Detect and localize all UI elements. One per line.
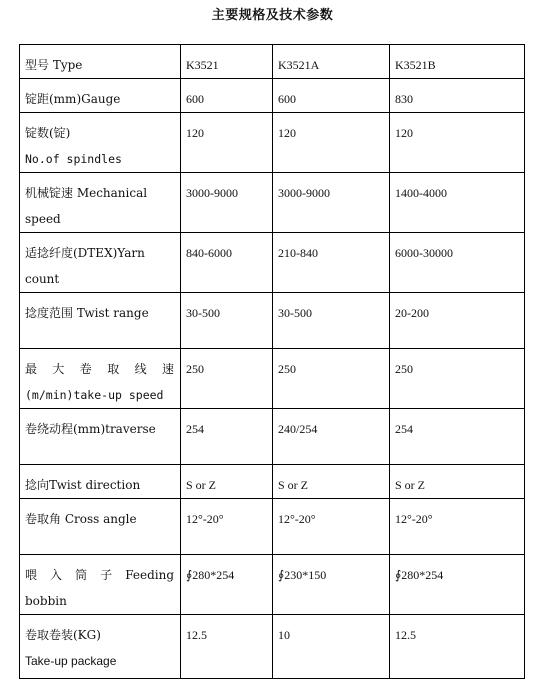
cell-value: 120 [273, 113, 390, 173]
cell-value: 250 [181, 349, 273, 409]
cell-value: 6000-30000 [390, 233, 525, 293]
cell-value: 254 [390, 409, 525, 465]
cell-value: 600 [181, 79, 273, 113]
table-row [20, 499, 525, 555]
table-row [20, 113, 525, 173]
cell-value: S or Z [390, 465, 525, 499]
cell-value: 3000-9000 [273, 173, 390, 233]
cell-value: S or Z [181, 465, 273, 499]
cell-value: 120 [181, 113, 273, 173]
header-model: K3521A [273, 45, 390, 79]
cell-value: 10 [273, 615, 390, 679]
table-row [20, 615, 525, 679]
cell-value: 12°-20° [181, 499, 273, 555]
cell-value: 250 [273, 349, 390, 409]
header-model: K3521B [390, 45, 525, 79]
cell-value: 12.5 [390, 615, 525, 679]
header-model: K3521 [181, 45, 273, 79]
cell-value: 30-500 [181, 293, 273, 349]
document-title: 主要规格及技术参数 [211, 8, 334, 23]
cell-value: 250 [390, 349, 525, 409]
cell-value: 830 [390, 79, 525, 113]
table-row [20, 465, 525, 499]
cell-value: 12.5 [181, 615, 273, 679]
table-row [20, 173, 525, 233]
cell-value: S or Z [273, 465, 390, 499]
header-type: 型号 Type [20, 45, 181, 79]
row-label: 卷绕动程(mm)traverse [20, 409, 181, 465]
cell-value: ∮230*150 [273, 555, 390, 615]
table-row [20, 293, 525, 349]
cell-value: 600 [273, 79, 390, 113]
cell-value: 12°-20° [273, 499, 390, 555]
row-label: 机械锭速 Mechanical speed [20, 173, 181, 233]
row-label: 捻向Twist direction [20, 465, 181, 499]
row-label: 锭距(mm)Gauge [20, 79, 181, 113]
cell-value: 30-500 [273, 293, 390, 349]
cell-value: 20-200 [390, 293, 525, 349]
spec-table [19, 44, 525, 679]
cell-value: 3000-9000 [181, 173, 273, 233]
table-row [20, 409, 525, 465]
cell-value: 840-6000 [181, 233, 273, 293]
cell-value: 210-840 [273, 233, 390, 293]
cell-value: 120 [390, 113, 525, 173]
row-label: 卷取卷装(KG) Take-up package [20, 615, 181, 679]
row-label: 喂 入 筒 子 Feeding bobbin [20, 555, 181, 615]
table-row [20, 555, 525, 615]
cell-value: ∮280*254 [390, 555, 525, 615]
row-label: 最 大 卷 取 线 速 (m/min)take-up speed [20, 349, 181, 409]
table-row [20, 349, 525, 409]
table-row [20, 233, 525, 293]
row-label: 卷取角 Cross angle [20, 499, 181, 555]
table-header-row [20, 45, 525, 79]
table-row [20, 79, 525, 113]
row-label: 捻度范围 Twist range [20, 293, 181, 349]
cell-value: 12°-20° [390, 499, 525, 555]
cell-value: ∮280*254 [181, 555, 273, 615]
cell-value: 240/254 [273, 409, 390, 465]
cell-value: 254 [181, 409, 273, 465]
row-label: 锭数(锭) No.of spindles [20, 113, 181, 173]
row-label: 适捻纤度(DTEX)Yarn count [20, 233, 181, 293]
cell-value: 1400-4000 [390, 173, 525, 233]
